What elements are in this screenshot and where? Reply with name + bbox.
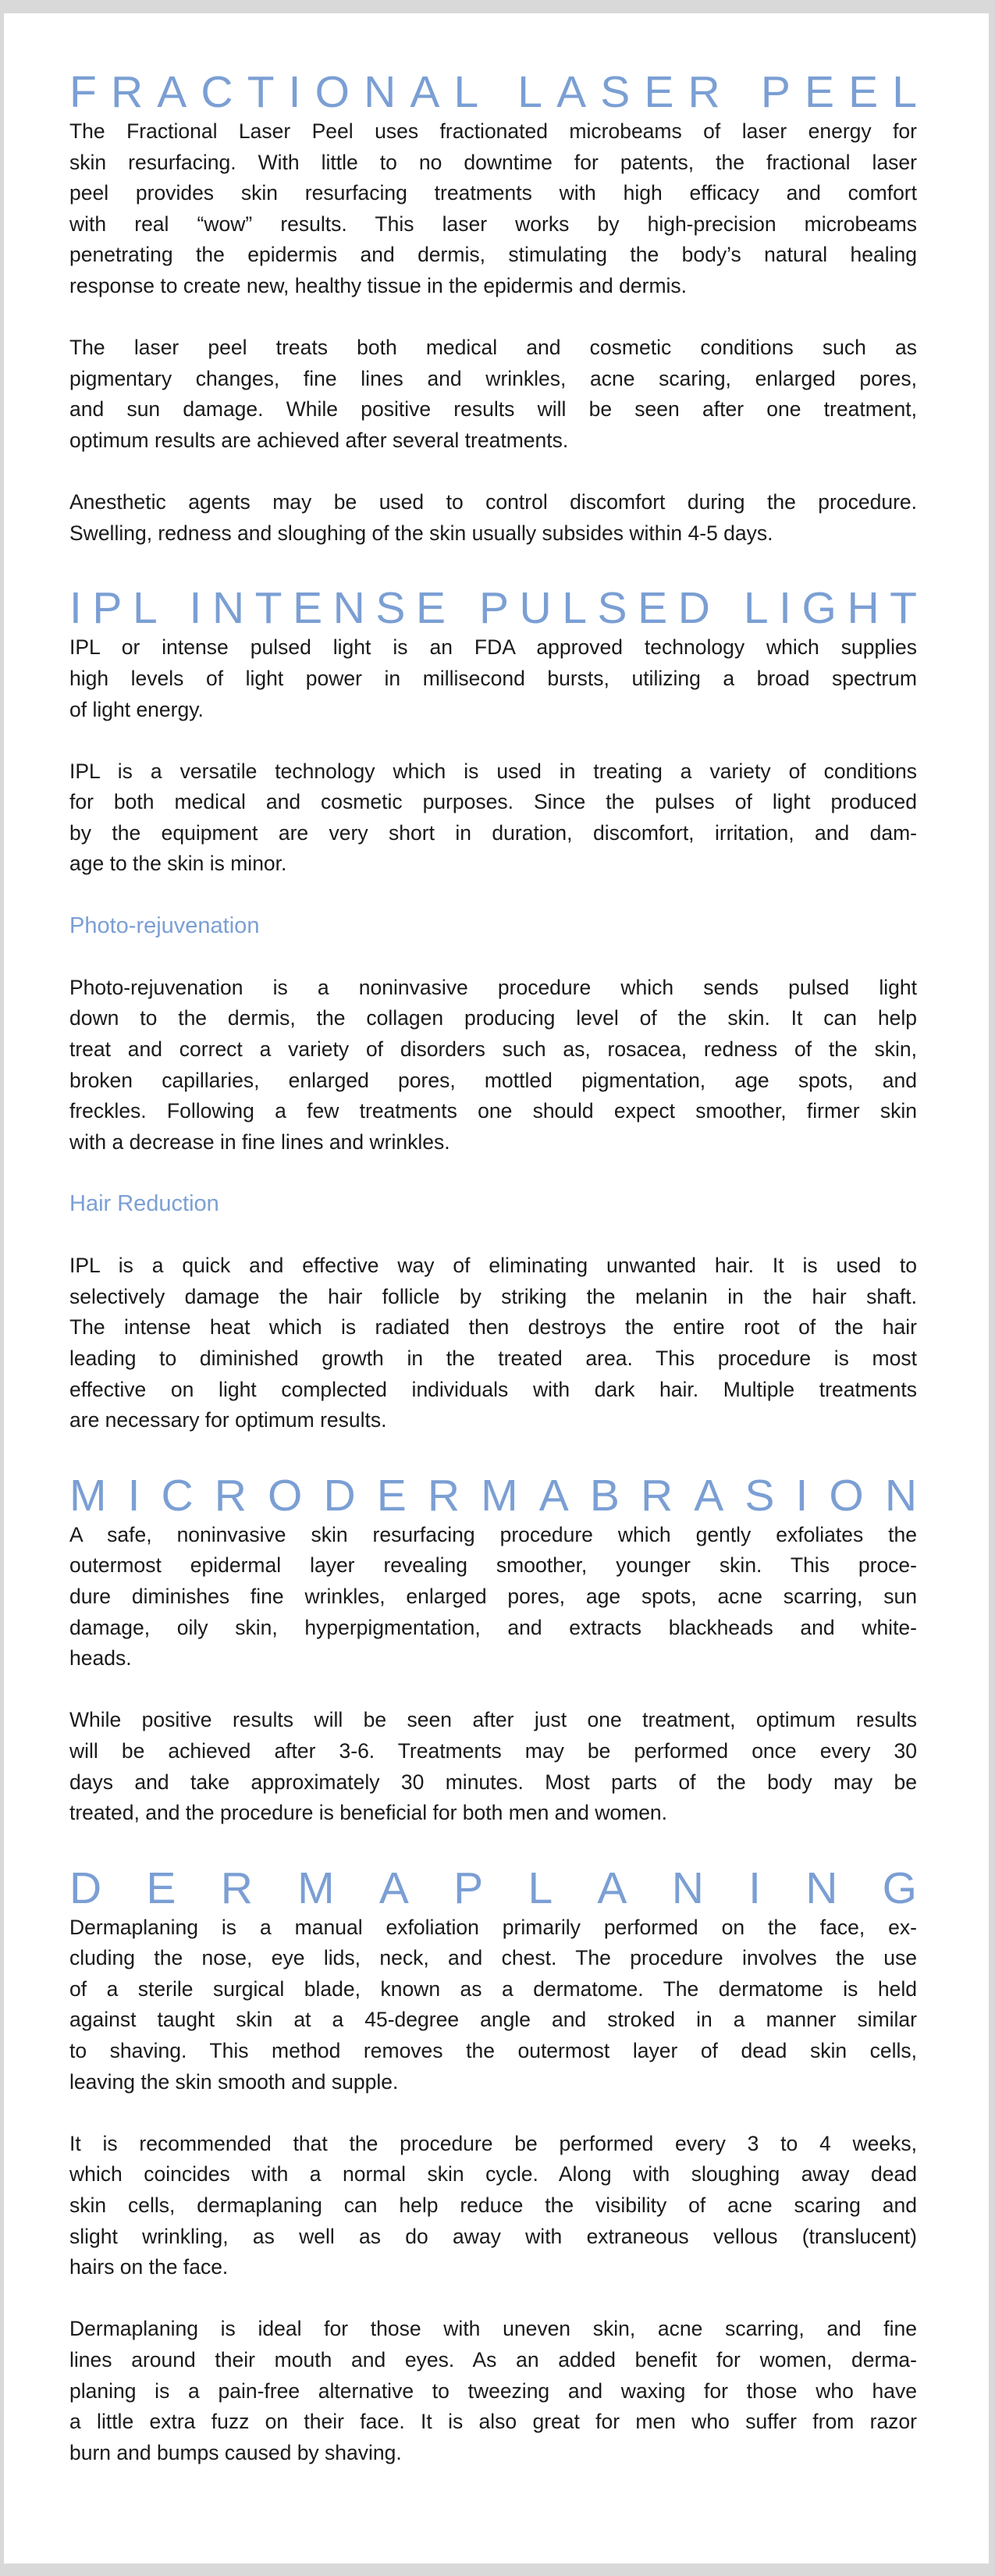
paragraph-line: with real “wow” results. This laser works by high-precision microbeams [69,212,917,236]
paragraph-line: penetrating the epidermis and dermis, stimulating the body’s natural healing [69,243,917,267]
paragraph-line: are necessary for optimum results. [69,1408,387,1432]
paragraph-line: treated, and the procedure is beneficial for both men and women. [69,1801,668,1825]
paragraph-line: cluding the nose, eye lids, neck, and chest. The procedure involves the use [69,1946,917,1970]
paragraph-line: Dermaplaning is ideal for those with uneven skin, acne scarring, and fine [69,2317,917,2341]
paragraph [69,632,917,725]
paragraph-line: IPL is a versatile technology which is used in treating a variety of conditions [69,759,917,783]
paragraph-line: dure diminishes fine wrinkles, enlarged pores, age spots, acne scarring, sun [69,1584,917,1608]
paragraph-line: heads. [69,1646,132,1670]
paragraph-line: leading to diminished growth in the treated area. This procedure is most [69,1346,917,1370]
paragraph-line: down to the dermis, the collagen producing level of the skin. It can help [69,1006,917,1030]
paragraph-line: The intense heat which is radiated then destroys the entire root of the hair [69,1315,917,1340]
section-ipl-intense-pulsed-light [69,583,928,1436]
section-fractional-laser-peel [69,67,932,549]
section-heading-text: FRACTIONAL LASER PEEL [69,67,932,117]
paragraph [69,2129,917,2283]
paragraph-line: Dermaplaning is a manual exfoliation primarily performed on the face, ex- [69,1915,917,1939]
paragraph-line: a little extra fuzz on their face. It is also great for men who suffer from razor [69,2410,917,2434]
paragraph-line: days and take approximately 30 minutes. Most parts of the body may be [69,1770,917,1794]
paragraph [69,116,917,302]
paragraph [69,1251,917,1436]
paragraph-line: skin cells, dermaplaning can help reduce the visibility of acne scaring and [69,2194,917,2218]
paragraph-line: slight wrinkling, as well as do away with extraneous vellous (translucent) [69,2224,917,2248]
paragraph-line: will be achieved after 3-6. Treatments may be performed once every 30 [69,1738,917,1763]
paragraph-line: optimum results are achieved after several treatments. [69,428,569,452]
paragraph-line: treat and correct a variety of disorders such as, rosacea, redness of the skin, [69,1037,917,1062]
paragraph-line: by the equipment are very short in duration, discomfort, irritation, and dam- [69,820,917,845]
paragraph-line: The Fractional Laser Peel uses fractionated microbeams of laser energy for [69,119,917,143]
section-heading [69,1863,962,1913]
paragraph-line: burn and bumps caused by shaving. [69,2440,402,2464]
paragraph-line: effective on light complected individuals with dark hair. Multiple treatments [69,1377,917,1401]
paragraph [69,756,917,880]
paragraph-line: against taught skin at a 45-degree angle and stroked in a manner similar [69,2008,917,2032]
paragraph-line: for both medical and cosmetic purposes. Since the pulses of light produced [69,790,917,814]
section-heading-text: MICRODERMABRASION [69,1470,939,1521]
paragraph-line: Swelling, redness and sloughing of the skin usually subsides within 4-5 days. [69,521,773,545]
paragraph-line: broken capillaries, enlarged pores, mottled pigmentation, age spots, and [69,1068,917,1092]
section-heading-text: DERMAPLANING [69,1863,962,1913]
subheading-photo-rejuvenation: Photo-rejuvenation [69,913,260,938]
paragraph-line: which coincides with a normal skin cycle. Along with sloughing away dead [69,2162,917,2186]
paragraph-line: hairs on the face. [69,2255,229,2279]
paragraph-line: Anesthetic agents may be used to control discomfort during the procedure. [69,490,917,514]
paragraph-line: high levels of light power in millisecond bursts, utilizing a broad spectrum [69,666,917,690]
section-heading-text: IPL INTENSE PULSED LIGHT [69,583,928,634]
paragraph-line: lines around their mouth and eyes. As an added benefit for women, derma- [69,2348,917,2371]
paragraph-line: of light energy. [69,697,204,721]
paragraph-line: Photo-rejuvenation is a noninvasive procedure which sends pulsed light [69,975,917,999]
section-heading [69,67,932,117]
paragraph-line: planing is a pain-free alternative to tweezing and waxing for those who have [69,2379,917,2403]
paragraph-line: IPL or intense pulsed light is an FDA approved technology which supplies [69,635,917,660]
paragraph-line: outermost epidermal layer revealing smoother, younger skin. This proce- [69,1553,917,1578]
paragraph [69,973,917,1158]
paragraph [69,1520,917,1674]
paragraph-line: leaving the skin smooth and supple. [69,2069,399,2094]
paragraph-line: with a decrease in fine lines and wrinkles. [69,1130,450,1154]
paragraph-line: It is recommended that the procedure be performed every 3 to 4 weeks, [69,2131,917,2155]
paragraph-line: peel provides skin resurfacing treatments with high efficacy and comfort [69,181,917,205]
paragraph-line: skin resurfacing. With little to no downtime for patents, the fractional laser [69,150,917,174]
paragraph-line: freckles. Following a few treatments one should expect smoother, firmer skin [69,1099,917,1123]
document-content [69,67,962,2503]
paragraph-line: response to create new, healthy tissue in the epidermis and dermis. [69,273,688,297]
paragraph-line: While positive results will be seen after just one treatment, optimum results [69,1708,917,1732]
section-microdermabrasion [69,1470,939,1829]
paragraph-line: to shaving. This method removes the outermost layer of dead skin cells, [69,2039,917,2063]
paragraph-line: age to the skin is minor. [69,852,287,876]
paragraph-line: and sun damage. While positive results will be seen after one treatment, [69,397,917,422]
paragraph-line: pigmentary changes, fine lines and wrinkles, acne scaring, enlarged pores, [69,366,917,390]
paragraph [69,1705,917,1828]
paragraph-line: of a sterile surgical blade, known as a dermatome. The dermatome is held [69,1976,917,2001]
paragraph-line: A safe, noninvasive skin resurfacing procedure which gently exfoliates the [69,1522,917,1546]
paragraph-line: selectively damage the hair follicle by striking the melanin in the hair shaft. [69,1284,917,1308]
section-dermaplaning [69,1863,962,2469]
paragraph [69,1912,917,2098]
subheading-hair-reduction: Hair Reduction [69,1191,219,1216]
paragraph [69,487,917,549]
document-page [4,13,989,2564]
paragraph-line: The laser peel treats both medical and cosmetic conditions such as [69,336,917,360]
paragraph-line: IPL is a quick and effective way of eliminating unwanted hair. It is used to [69,1254,917,1278]
section-heading [69,583,928,634]
section-heading [69,1470,939,1521]
paragraph [69,2314,917,2468]
paragraph-line: damage, oily skin, hyperpigmentation, and extracts blackheads and white- [69,1615,917,1639]
paragraph [69,333,917,456]
